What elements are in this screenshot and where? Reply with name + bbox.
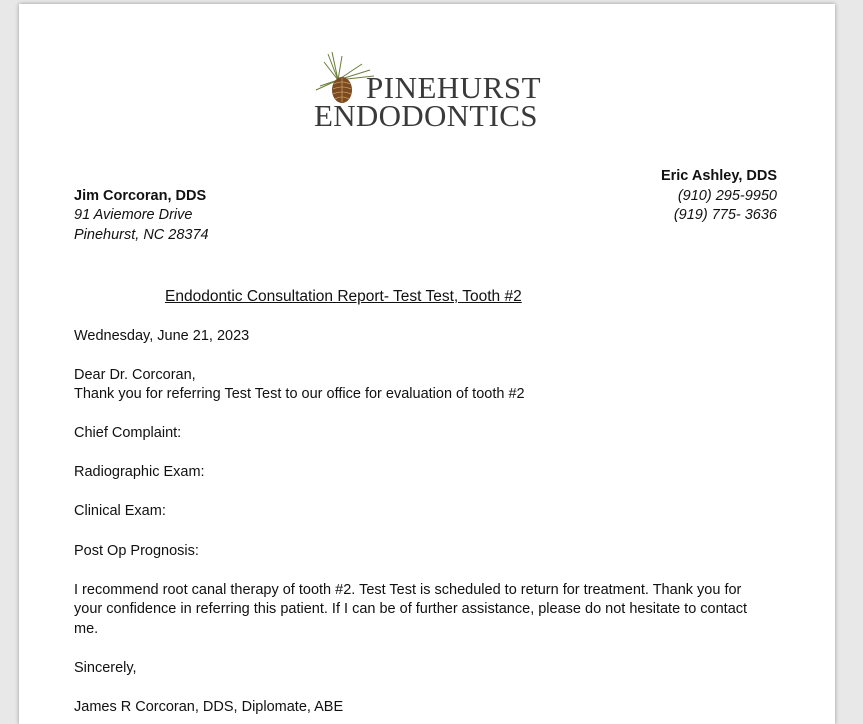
provider-phone-2: (919) 775- 3636 — [673, 207, 777, 223]
recipient-address-line1: 91 Aviemore Drive — [74, 207, 193, 223]
clinical-exam-label: Clinical Exam: — [74, 503, 166, 519]
recommendation-line-3: me. — [74, 621, 99, 637]
recommendation-line-1: I recommend root canal therapy of tooth #2. Test Test is scheduled to return for treatment. Thank you for — [74, 582, 742, 598]
logo-text-line2: ENDODONTICS — [314, 98, 538, 133]
chief-complaint-label: Chief Complaint: — [74, 425, 182, 441]
signature-line: James R Corcoran, DDS, Diplomate, ABE — [74, 699, 344, 715]
provider-phone-1: (910) 295-9950 — [677, 188, 777, 204]
recommendation-line-2: your confidence in referring this patient. If I can be of further assistance, please do not hesitate to contact — [74, 601, 748, 617]
provider-name: Eric Ashley, DDS — [660, 168, 777, 184]
radiographic-exam-label: Radiographic Exam: — [74, 464, 205, 480]
letter-page — [19, 4, 835, 724]
intro-text: Thank you for referring Test Test to our office for evaluation of tooth #2 — [74, 386, 525, 402]
report-title: Endodontic Consultation Report- Test Test, Tooth #2 — [165, 288, 522, 305]
closing: Sincerely, — [74, 660, 137, 676]
logo-text-line1: PINEHURST — [366, 70, 542, 105]
report-date: Wednesday, June 21, 2023 — [74, 328, 250, 344]
prognosis-label: Post Op Prognosis: — [74, 543, 199, 559]
practice-logo — [314, 50, 544, 132]
recipient-address-line2: Pinehurst, NC 28374 — [74, 227, 209, 243]
salutation: Dear Dr. Corcoran, — [74, 367, 196, 383]
recipient-name: Jim Corcoran, DDS — [74, 188, 207, 204]
